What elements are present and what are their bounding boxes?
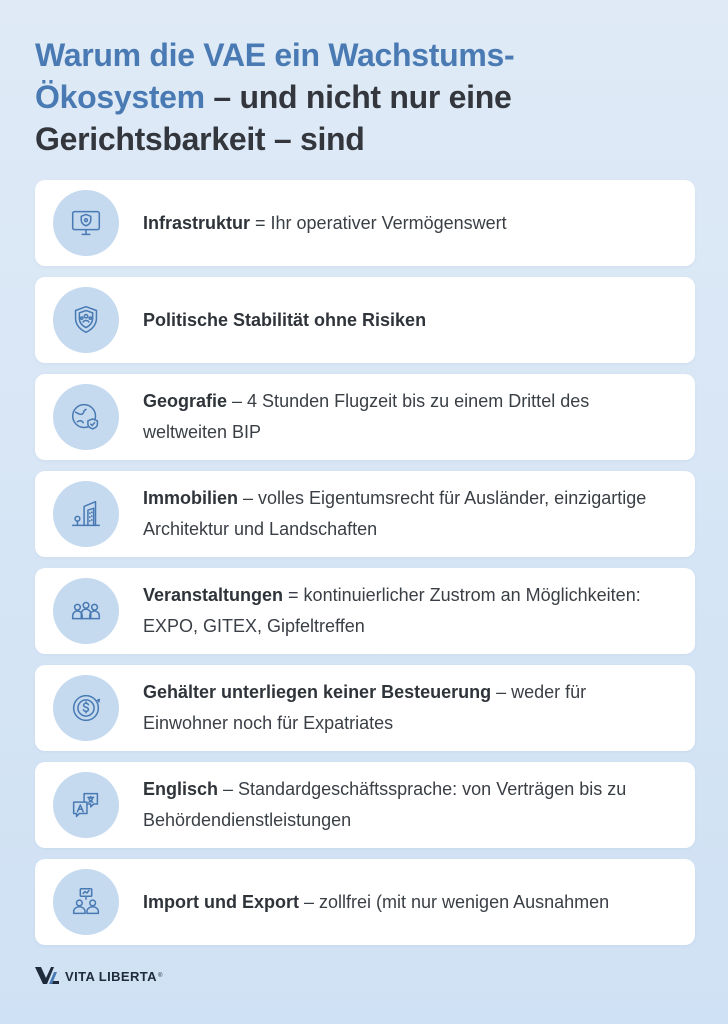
buildings-icon (53, 481, 119, 547)
vita-liberta-logo-icon (35, 967, 59, 985)
title-line-3: Gerichtsbarkeit – sind (35, 121, 365, 157)
title-accent-word: Ökosystem (35, 79, 205, 115)
monitor-shield-icon (53, 190, 119, 256)
feature-card-salaries (35, 665, 695, 751)
shield-people-icon (53, 287, 119, 353)
feature-text (143, 471, 673, 557)
dollar-coin-icon (53, 675, 119, 741)
title-line-2-rest: – und nicht nur eine (204, 79, 512, 115)
people-group-icon (53, 578, 119, 644)
feature-title: Infrastruktur (143, 212, 251, 233)
feature-title: Import und Export (143, 891, 299, 912)
people-board-icon (53, 869, 119, 935)
feature-description: – 4 Stunden Flugzeit bis zu einem Drittel des weltweiten BIP (143, 391, 590, 442)
feature-text (143, 859, 673, 945)
feature-text (143, 277, 673, 363)
feature-description: – weder für Einwohner noch für Expatriates (143, 682, 587, 733)
feature-text (143, 762, 673, 848)
brand-name: VITA LIBERTA (65, 968, 157, 984)
feature-title: Politische Stabilität ohne Risiken (143, 309, 427, 330)
feature-description: = Ihr operativer Vermögenswert (250, 212, 507, 233)
feature-title: Englisch (143, 779, 219, 799)
feature-title: Immobilien (143, 488, 239, 508)
feature-description: – Standardgeschäftssprache: von Verträgen bis zu Behördendienstleistungen (143, 779, 627, 830)
feature-description: – zollfrei (mit nur wenigen Ausnahmen (299, 891, 610, 912)
feature-description: = kontinuierlicher Zustrom an Möglichkeiten: EXPO, GITEX, Gipfeltreffen (143, 585, 641, 636)
feature-card-events (35, 568, 695, 654)
feature-card-infrastructure (35, 180, 695, 266)
feature-text (143, 568, 673, 654)
feature-title: Veranstaltungen (143, 585, 284, 605)
feature-card-real-estate (35, 471, 695, 557)
registered-mark: ® (157, 973, 163, 979)
page-title (35, 34, 675, 160)
feature-title: Gehälter unterliegen keiner Besteuerung (143, 682, 492, 702)
feature-card-geography (35, 374, 695, 460)
brand-logo (35, 967, 162, 985)
feature-card-trade (35, 859, 695, 945)
feature-text (143, 374, 673, 460)
title-line-1: Warum die VAE ein Wachstums- (35, 37, 515, 73)
feature-text (143, 180, 673, 266)
globe-shield-icon (53, 384, 119, 450)
feature-card-stability (35, 277, 695, 363)
translate-bubble-icon (53, 772, 119, 838)
feature-text (143, 665, 673, 751)
feature-card-english (35, 762, 695, 848)
feature-title: Geografie (143, 391, 228, 411)
feature-description: – volles Eigentumsrecht für Ausländer, einzigartige Architektur und Landschaften (143, 488, 647, 539)
